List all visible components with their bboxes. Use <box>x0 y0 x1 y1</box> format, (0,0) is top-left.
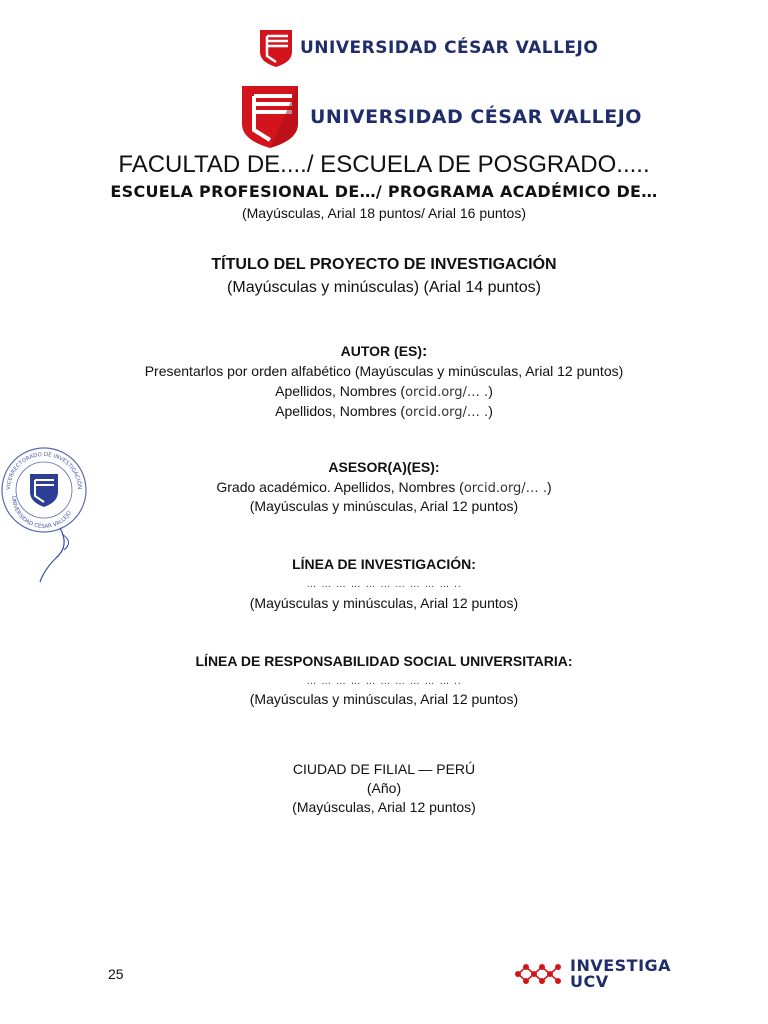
autor-name-close: ) <box>488 383 493 399</box>
seal-bottom-text: UNIVERSIDAD CÉSAR VALLEJO <box>9 495 74 531</box>
shield-logo-icon <box>258 28 294 68</box>
logo-small-text: UNIVERSIDAD CÉSAR VALLEJO <box>300 38 599 58</box>
city-line: CIUDAD DE FILIAL — PERÚ <box>292 761 476 777</box>
project-title-note: (Mayúsculas y minúsculas) (Arial 14 puntos) <box>227 279 541 296</box>
orcid-link[interactable]: orcid.org/… . <box>405 405 489 420</box>
university-logo-small <box>258 28 598 68</box>
seal-top-text: VICERRECTORADO DE INVESTIGACIÓN <box>5 451 83 491</box>
autor-heading-text: AUTOR (ES) <box>340 343 423 359</box>
vicerrectorado-seal-stamp <box>0 446 100 586</box>
linea-rsu-note: (Mayúsculas y minúsculas, Arial 12 puntos) <box>249 691 519 707</box>
asesor-line-text: Grado académico. Apellidos, Nombres ( <box>216 479 464 495</box>
logo-main-text: UNIVERSIDAD CÉSAR VALLEJO <box>310 106 642 128</box>
asesor-line-close: ) <box>546 479 552 495</box>
autor-name-close: ) <box>488 403 493 419</box>
asesor-line <box>0 479 768 496</box>
linea-rsu-heading: LÍNEA DE RESPONSABILIDAD SOCIAL UNIVERSITARIA: <box>195 653 573 669</box>
year-line: (Año) <box>366 780 402 796</box>
investiga-line1: INVESTIGA <box>570 956 672 975</box>
dna-network-icon <box>514 959 566 989</box>
city-format-note: (Mayúsculas, Arial 12 puntos) <box>292 799 476 815</box>
autor-heading <box>0 343 768 361</box>
project-title: TÍTULO DEL PROYECTO DE INVESTIGACIÓN <box>211 256 557 273</box>
orcid-link[interactable]: orcid.org/… . <box>405 385 489 400</box>
autor-name-line <box>0 383 768 400</box>
investiga-line2: UCV <box>570 972 609 991</box>
header-format-note: (Mayúsculas, Arial 18 puntos/ Arial 16 puntos) <box>241 205 527 221</box>
escuela-title: ESCUELA PROFESIONAL DE…/ PROGRAMA ACADÉMICO DE… <box>110 182 658 201</box>
linea-note: (Mayúsculas y minúsculas, Arial 12 puntos) <box>249 595 519 611</box>
page-number: 25 <box>108 966 124 982</box>
orcid-link[interactable]: orcid.org/… . <box>463 481 547 496</box>
investiga-text <box>570 958 671 990</box>
facultad-title: FACULTAD DE..../ ESCUELA DE POSGRADO..... <box>118 151 650 178</box>
university-logo-main <box>240 84 642 150</box>
linea-rsu-dots: … … … … … … … … … … .. <box>306 676 462 687</box>
linea-dots: … … … … … … … … … … .. <box>306 579 462 590</box>
investiga-ucv-logo <box>514 958 671 990</box>
asesor-note: (Mayúsculas y minúsculas, Arial 12 puntos) <box>249 498 519 514</box>
autor-name-text: Apellidos, Nombres ( <box>275 403 406 419</box>
autor-name-text: Apellidos, Nombres ( <box>275 383 406 399</box>
autor-name-line <box>0 403 768 420</box>
asesor-heading: ASESOR(A)(ES): <box>328 459 440 475</box>
autor-instruction: Presentarlos por orden alfabético (Mayúsculas y minúsculas, Arial 12 puntos) <box>144 363 624 379</box>
linea-heading: LÍNEA DE INVESTIGACIÓN: <box>292 556 476 572</box>
autor-heading-colon: : <box>422 343 428 360</box>
shield-logo-icon <box>240 84 300 150</box>
